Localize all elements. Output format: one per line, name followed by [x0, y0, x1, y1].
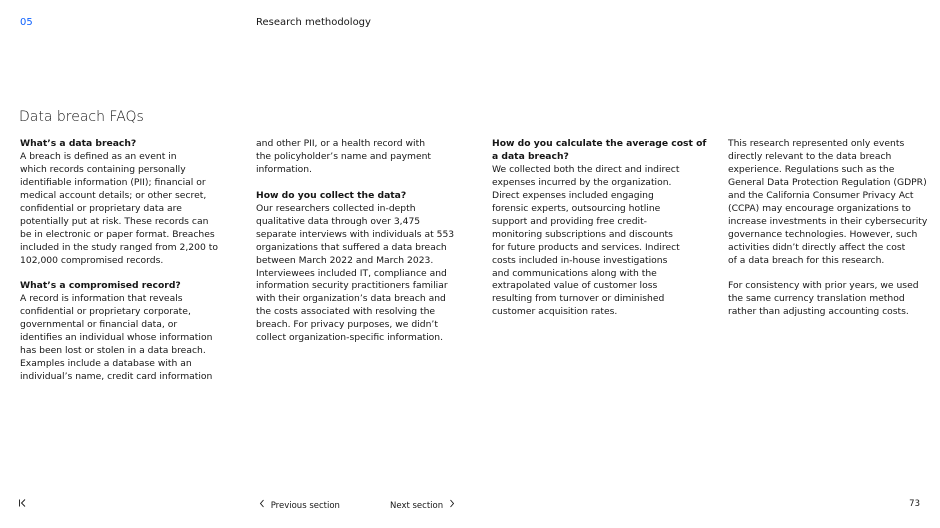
- previous-section-button[interactable]: [256, 499, 340, 511]
- text-line: A breach is defined as an event in: [20, 150, 177, 162]
- previous-section-label: Previous section: [270, 501, 340, 511]
- faq-block: [492, 138, 718, 319]
- faq-question: How do you collect the data?: [256, 189, 407, 201]
- text-line: Direct expenses included engaging: [492, 189, 654, 201]
- section-title: Research methodology: [256, 17, 371, 28]
- text-line: with their organization’s data breach and: [256, 293, 446, 305]
- chevron-right-icon: [446, 499, 458, 511]
- faq-block: [20, 280, 246, 384]
- text-line: expenses incurred by the organization.: [492, 176, 672, 188]
- text-line: individual’s name, credit card information: [20, 371, 213, 383]
- faq-block: [728, 280, 928, 319]
- text-line: potentially put at risk. These records can: [20, 215, 209, 227]
- text-line: General Data Protection Regulation (GDPR): [728, 176, 927, 188]
- text-line: included in the study ranged from 2,200 to: [20, 241, 218, 253]
- faq-column-2: [256, 138, 482, 358]
- text-line: confidential or proprietary corporate,: [20, 306, 191, 318]
- text-line: Examples include a database with an: [20, 358, 192, 370]
- text-line: and the California Consumer Privacy Act: [728, 189, 914, 201]
- text-line: experience. Regulations such as the: [728, 163, 895, 175]
- text-line: which records containing personally: [20, 163, 186, 175]
- text-line: increase investments in their cybersecurity: [728, 215, 928, 227]
- text-line: forensic experts, outsourcing hotline: [492, 202, 661, 214]
- text-line: separate interviews with individuals at 553: [256, 228, 455, 240]
- text-line: resulting from turnover or diminished: [492, 293, 665, 305]
- text-line: rather than adjusting accounting costs.: [728, 306, 909, 318]
- text-line: Interviewees included IT, compliance and: [256, 267, 447, 279]
- faq-column-3: [492, 138, 718, 332]
- faq-question: How do you calculate the average cost of: [492, 138, 707, 149]
- text-line: For consistency with prior years, we used: [728, 280, 919, 292]
- faq-column-1: [20, 138, 246, 397]
- text-line: the policyholder’s name and payment: [256, 150, 432, 162]
- text-line: This research represented only events: [728, 138, 905, 149]
- text-line: governance technologies. However, such: [728, 228, 918, 240]
- faq-column-4: [728, 138, 928, 332]
- faq-block: [256, 138, 482, 177]
- chevron-left-icon: [256, 499, 268, 511]
- text-line: the costs associated with resolving the: [256, 306, 436, 318]
- text-line: be in electronic or paper format. Breaches: [20, 228, 215, 240]
- text-line: customer acquisition rates.: [492, 306, 618, 318]
- text-line: 102,000 compromised records.: [20, 254, 164, 266]
- text-line: We collected both the direct and indirect: [492, 163, 680, 175]
- first-page-button[interactable]: [18, 498, 28, 511]
- page-title: Data breach FAQs: [19, 109, 144, 125]
- text-line: information.: [256, 163, 312, 175]
- faq-block: [256, 190, 482, 345]
- next-section-button[interactable]: [390, 499, 458, 511]
- faq-question: What’s a data breach?: [20, 138, 137, 149]
- text-line: medical account details; or other secret,: [20, 189, 207, 201]
- faq-block: [728, 138, 928, 268]
- faq-question: a data breach?: [492, 150, 569, 162]
- text-line: directly relevant to the data breach: [728, 150, 892, 162]
- text-line: organizations that suffered a data breach: [256, 241, 447, 253]
- next-section-label: Next section: [390, 501, 444, 511]
- text-line: qualitative data through over 3,475: [256, 215, 421, 227]
- text-line: A record is information that reveals: [20, 293, 183, 305]
- faq-question: What’s a compromised record?: [20, 280, 181, 292]
- text-line: of a data breach for this research.: [728, 254, 885, 266]
- text-line: collect organization-specific information.: [256, 332, 444, 344]
- text-line: monitoring subscriptions and discounts: [492, 228, 673, 240]
- text-line: the same currency translation method: [728, 293, 905, 305]
- section-number: 05: [20, 17, 33, 28]
- text-line: extrapolated value of customer loss: [492, 280, 658, 292]
- text-line: and communications along with the: [492, 267, 657, 279]
- faq-block: [20, 138, 246, 268]
- text-line: information security practitioners familiar: [256, 280, 448, 292]
- text-line: confidential or proprietary data are: [20, 202, 182, 214]
- text-line: (CCPA) may encourage organizations to: [728, 202, 911, 214]
- page-number: 73: [909, 499, 920, 509]
- text-line: and other PII, or a health record with: [256, 138, 426, 149]
- text-line: governmental or financial data, or: [20, 319, 178, 331]
- text-line: breach. For privacy purposes, we didn’t: [256, 319, 438, 331]
- skip-to-start-icon: [18, 498, 28, 508]
- text-line: between March 2022 and March 2023.: [256, 254, 434, 266]
- text-line: has been lost or stolen in a data breach.: [20, 345, 206, 357]
- text-line: Our researchers collected in-depth: [256, 202, 416, 214]
- text-line: identifiable information (PII); financial or: [20, 176, 206, 188]
- text-line: support and providing free credit-: [492, 215, 647, 227]
- text-line: costs included in-house investigations: [492, 254, 668, 266]
- text-line: for future products and services. Indirect: [492, 241, 680, 253]
- text-line: identifies an individual whose information: [20, 332, 213, 344]
- text-line: activities didn’t directly affect the cost: [728, 241, 906, 253]
